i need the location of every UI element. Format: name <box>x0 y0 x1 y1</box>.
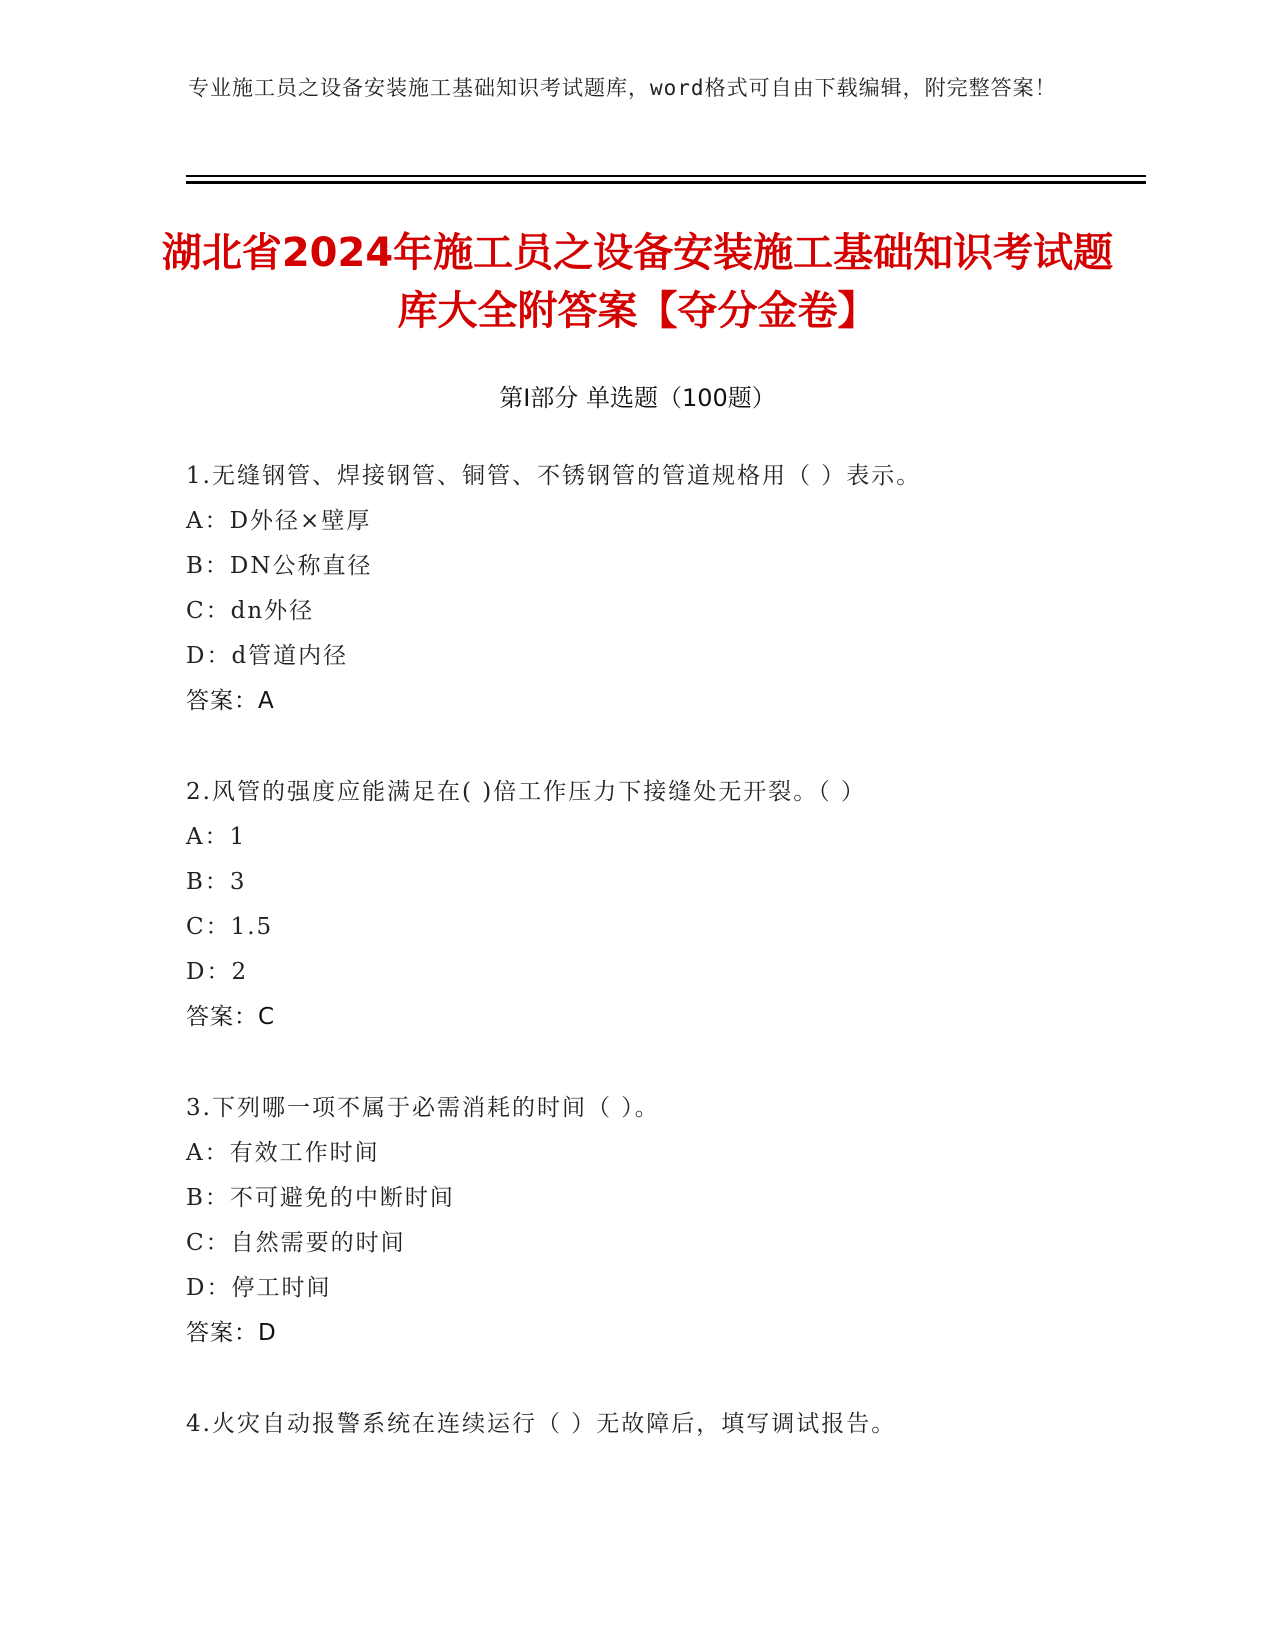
option-c: C：dn外径 <box>186 598 315 624</box>
answer: 答案：C <box>186 1004 276 1030</box>
option-b: B：3 <box>186 869 247 895</box>
option-d: D：2 <box>186 959 249 985</box>
answer: 答案：D <box>186 1320 277 1346</box>
option-d: D：停工时间 <box>186 1275 332 1301</box>
question-3 <box>186 1094 1106 1364</box>
option-c: C：1.5 <box>186 914 274 940</box>
option-b: B：DN公称直径 <box>186 553 373 579</box>
document-title: 湖北省2024年施工员之设备安装施工基础知识考试题库大全附答案【夺分金卷】 <box>161 230 1114 334</box>
section-heading: 第I部分 单选题（100题） <box>499 384 776 412</box>
header-note: 专业施工员之设备安装施工基础知识考试题库，word格式可自由下载编辑，附完整答案！ <box>188 76 1057 100</box>
question-1 <box>186 462 1106 732</box>
question-2 <box>186 778 1106 1048</box>
option-c: C：自然需要的时间 <box>186 1230 406 1256</box>
option-a: A：有效工作时间 <box>186 1140 380 1166</box>
option-d: D：d管道内径 <box>186 643 349 669</box>
option-a: A：1 <box>186 824 247 850</box>
question-4 <box>186 1410 1106 1455</box>
option-a: A：D外径×壁厚 <box>186 508 372 534</box>
header-divider-thin <box>186 175 1146 177</box>
question-stem: 4.火灾自动报警系统在连续运行（ ）无故障后，填写调试报告。 <box>186 1411 897 1437</box>
question-stem: 2.风管的强度应能满足在( )倍工作压力下接缝处无开裂。（ ） <box>186 779 867 805</box>
header-divider-thick <box>186 181 1146 184</box>
question-stem: 3.下列哪一项不属于必需消耗的时间（ ）。 <box>186 1095 660 1121</box>
question-stem: 1.无缝钢管、焊接钢管、铜管、不锈钢管的管道规格用（ ）表示。 <box>186 463 922 489</box>
answer: 答案：A <box>186 688 275 714</box>
option-b: B：不可避免的中断时间 <box>186 1185 455 1211</box>
